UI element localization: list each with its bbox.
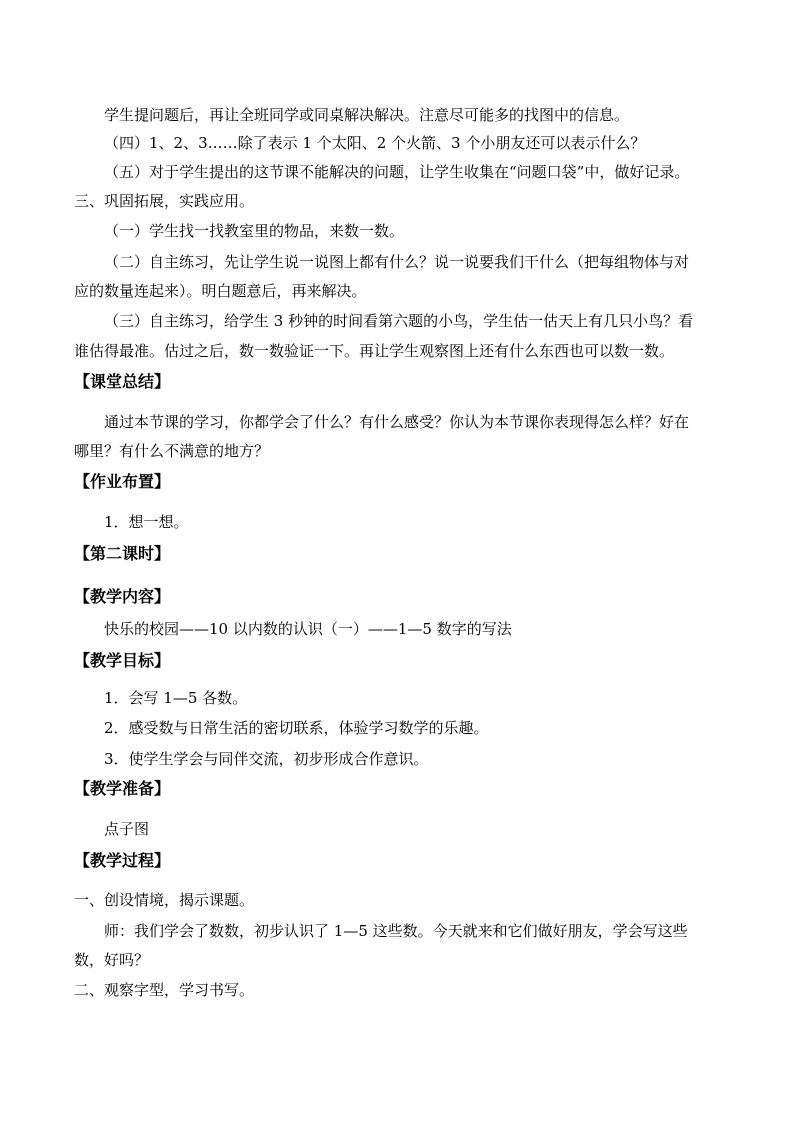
paragraph-line: （一）学生找一找教室里的物品，来数一数。 bbox=[104, 222, 405, 240]
heading-preparation: 【教学准备】 bbox=[74, 779, 171, 798]
paragraph-line: （五）对于学生提出的这节课不能解决的问题，让学生收集在“问题口袋”中，做好记录。 bbox=[104, 163, 690, 181]
heading-content: 【教学内容】 bbox=[74, 587, 171, 606]
paragraph-line: 点子图 bbox=[104, 820, 150, 838]
paragraph-line: 学生提问题后，再让全班同学或同桌解决解决。注意尽可能多的找图中的信息。 bbox=[104, 106, 630, 124]
heading-summary: 【课堂总结】 bbox=[74, 372, 171, 391]
paragraph-line: 快乐的校园——10 以内数的认识（一）——1—5 数字的写法 bbox=[104, 620, 512, 638]
heading-second-lesson: 【第二课时】 bbox=[74, 544, 171, 563]
list-item: 2．感受数与日常生活的密切联系，体验学习数学的乐趣。 bbox=[104, 719, 489, 737]
list-item: 1．会写 1—5 各数。 bbox=[104, 689, 248, 707]
paragraph-line: 师：我们学会了数数，初步认识了 1—5 这些数。今天就来和它们做好朋友，学会写这些 bbox=[104, 922, 688, 940]
section-heading: 二、观察字型，学习书写。 bbox=[74, 981, 255, 999]
heading-homework: 【作业布置】 bbox=[74, 472, 171, 491]
list-item: 1．想一想。 bbox=[104, 513, 189, 531]
paragraph-line: （三）自主练习，给学生 3 秒钟的时间看第六题的小鸟，学生估一估天上有几只小鸟？看 bbox=[104, 312, 694, 330]
section-heading: 三、巩固拓展，实践应用。 bbox=[74, 192, 255, 210]
section-heading: 一、创设情境，揭示课题。 bbox=[74, 891, 255, 909]
paragraph-line: 数，好吗？ bbox=[74, 951, 150, 969]
list-item: 3．使学生学会与同伴交流，初步形成合作意识。 bbox=[104, 750, 429, 768]
paragraph-line: 通过本节课的学习，你都学会了什么？有什么感受？你认为本节课你表现得怎么样？好在 bbox=[104, 413, 690, 431]
paragraph-line: 谁估得最准。估过之后，数一数验证一下。再让学生观察图上还有什么东西也可以数一数。 bbox=[74, 342, 675, 360]
heading-goals: 【教学目标】 bbox=[74, 651, 171, 670]
paragraph-line: （四）1、2、3……除了表示 1 个太阳、2 个火箭、3 个小朋友还可以表示什么？ bbox=[104, 134, 646, 152]
paragraph-line: 应的数量连起来）。明白题意后，再来解决。 bbox=[74, 282, 367, 300]
heading-process: 【教学过程】 bbox=[74, 851, 171, 870]
paragraph-line: 哪里？有什么不满意的地方？ bbox=[74, 442, 270, 460]
paragraph-line: （二）自主练习，先让学生说一说图上都有什么？说一说要我们干什么（把每组物体与对 bbox=[104, 253, 690, 271]
